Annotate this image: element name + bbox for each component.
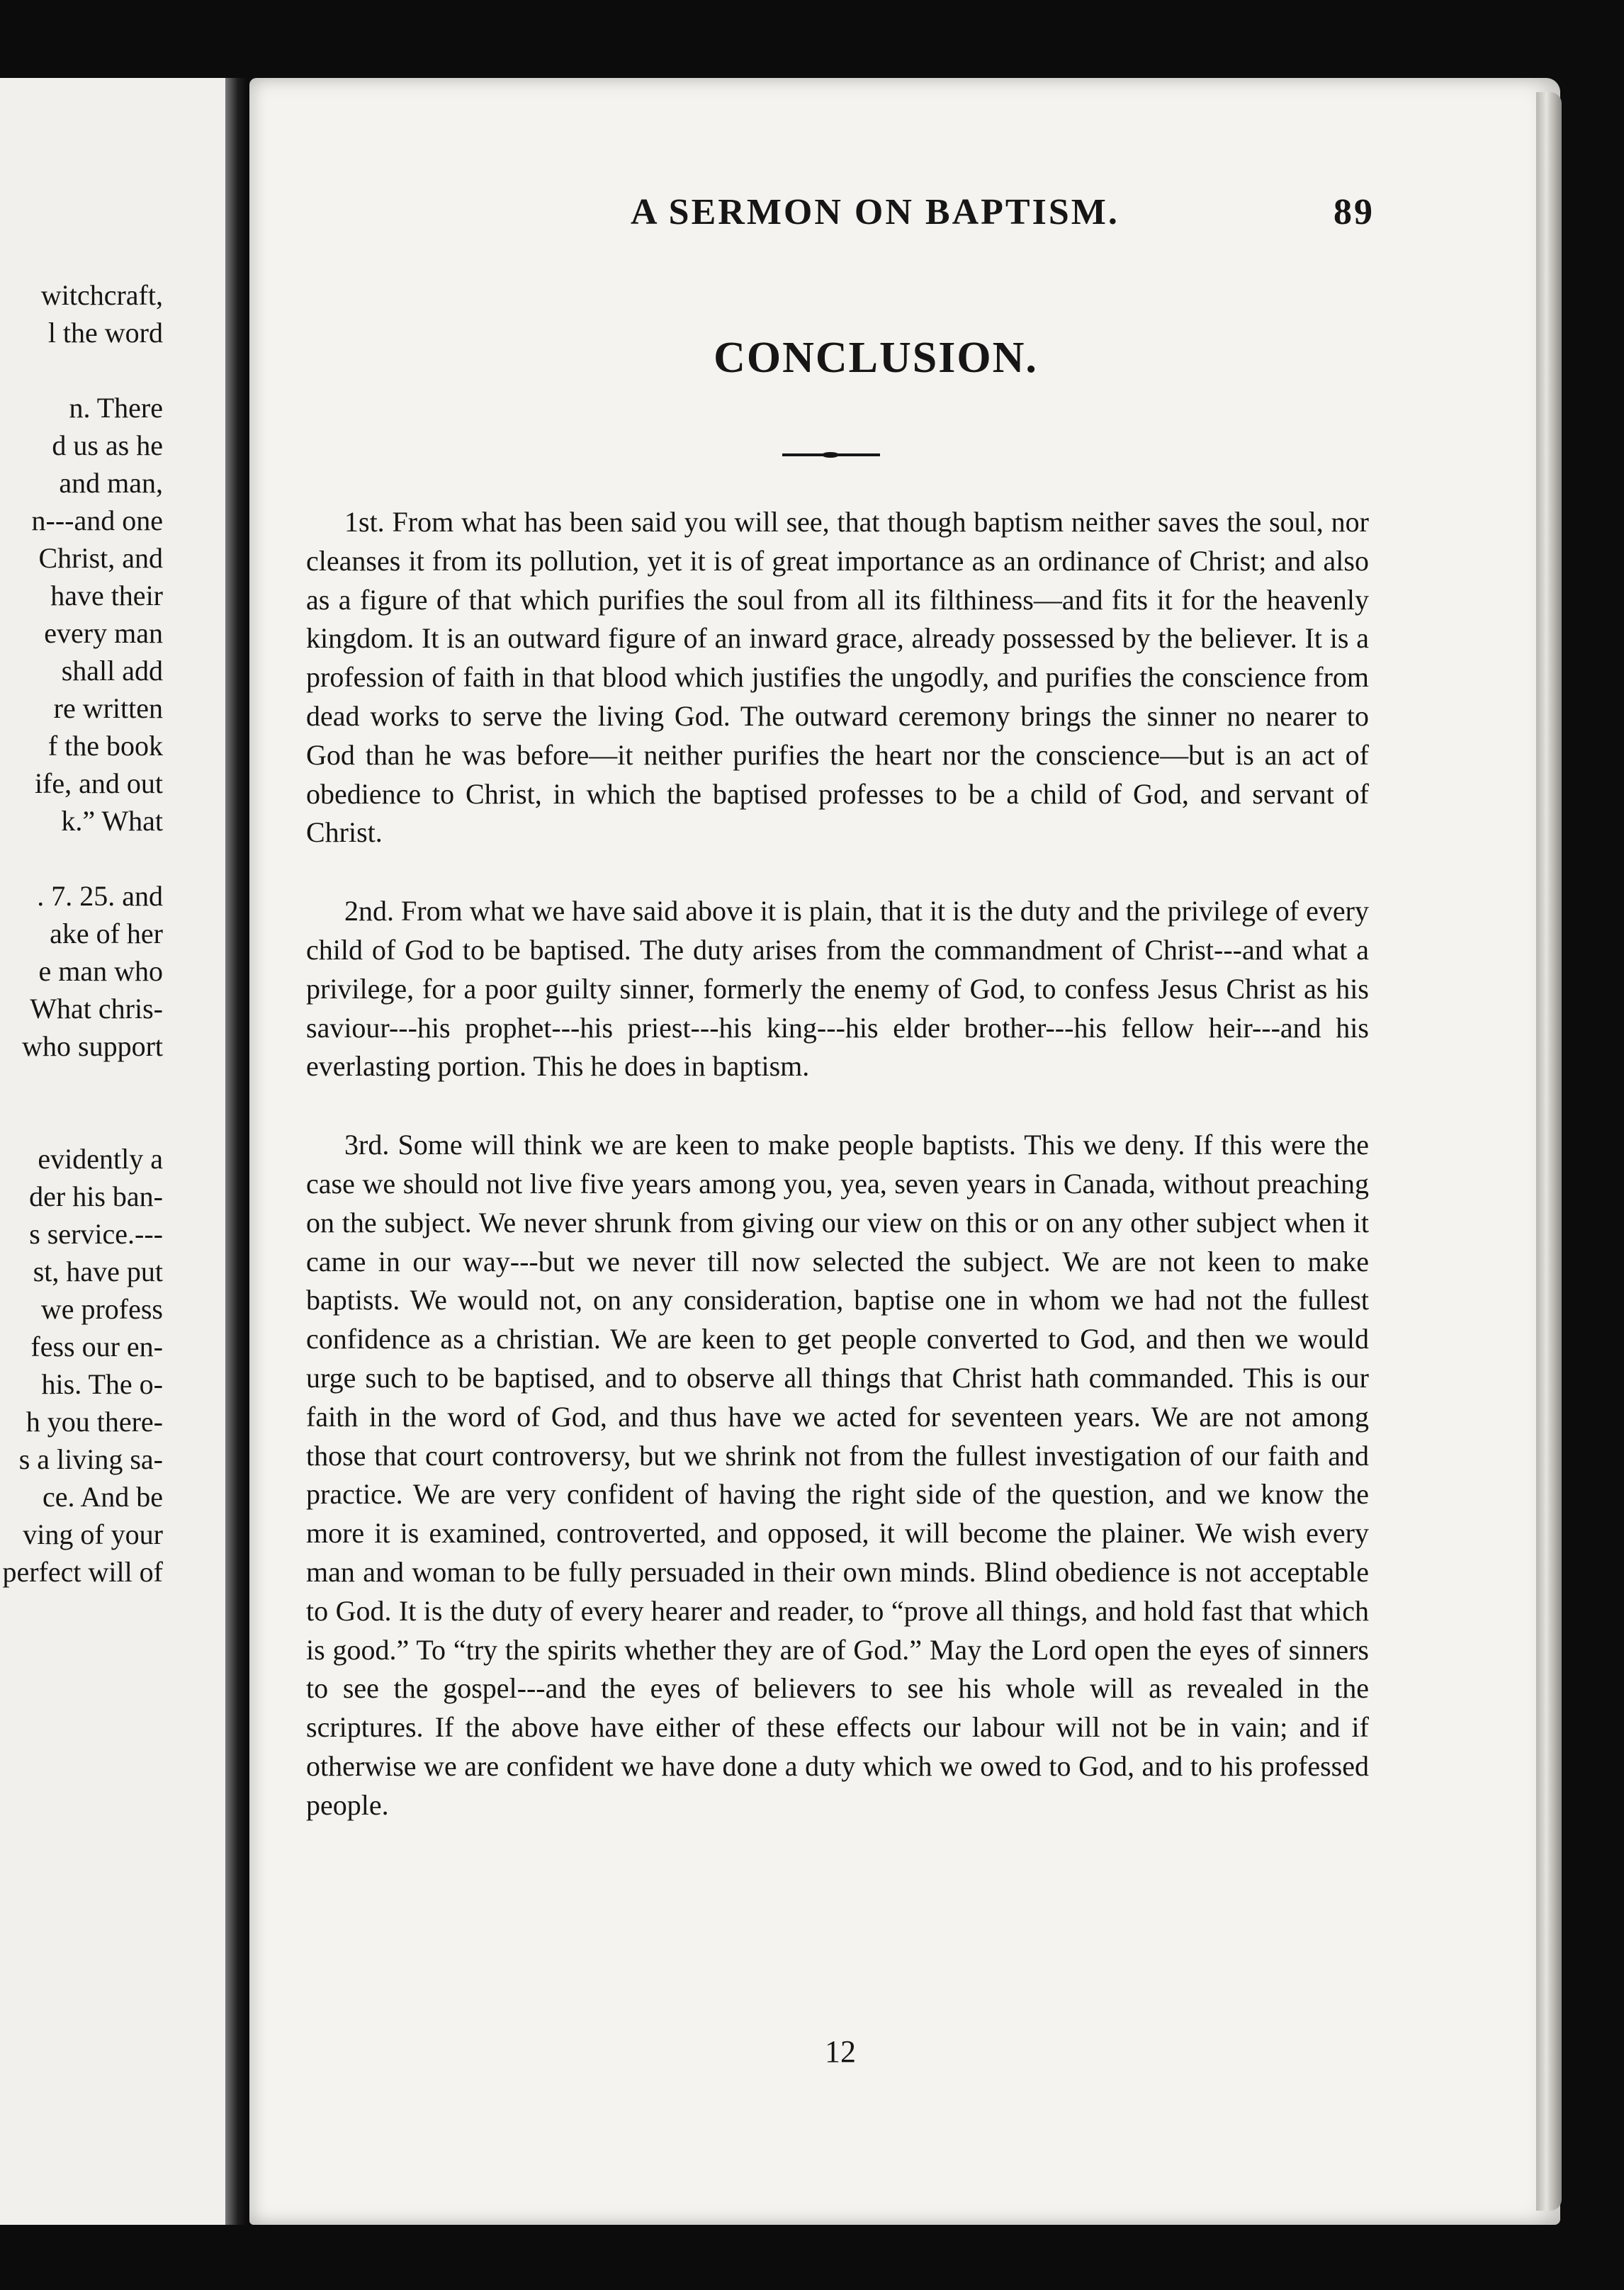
- facing-page-line: every man: [44, 617, 163, 649]
- facing-page-line: n. There: [69, 392, 163, 424]
- facing-page-line: we profess: [40, 1293, 163, 1325]
- facing-page-line: shall add: [61, 655, 163, 687]
- paragraph-1: 1st. From what has been said you will see, that though baptism neither saves the soul, nor cleanses it from its pollution, yet it is of great importance as an ordinance of Christ; and also as a figure of that which purifies the soul from all its filthiness—and fits it for the heavenly kingdom. It is an outward figure of an inward grace, already possessed by the believer. It is a profession of faith in that blood which justifies the ungodly, and purifies the conscience from dead works to serve the living God. The outward ceremony brings the sinner no nearer to God than he was before—it neither purifies the heart nor the conscience—but is an act of obedience to Christ, in which the baptised professes to be a child of God, and servant of Christ.: [306, 506, 1369, 849]
- facing-page-line: . 7. 25. and: [37, 880, 163, 912]
- facing-page-line: st, have put: [33, 1256, 163, 1287]
- facing-page-line: re written: [53, 692, 163, 724]
- facing-page-line: perfect will of: [2, 1556, 163, 1588]
- page-number: 89: [1333, 192, 1375, 232]
- facing-page-line: l the word: [47, 317, 163, 349]
- paragraph-3: 3rd. Some will think we are keen to make people baptists. This we deny. If this were the case we should not live five years among you, yea, seven years in Canada, without preaching on the subject. We never shrunk from giving our view on this or on any other subject when it came in our way---but we never till now selected the subject. We are not keen to make baptists. We would not, on any consideration, baptise one in whom we had not the fullest confidence as a christian. We are keen to get people converted to God, and then we would urge such to be baptised, and to observe all things that Christ hath commanded. This is our faith in the word of God, and thus have we acted for seventeen years. We are not among those that court controversy, but we shrink not from the fullest investigation of our faith and practice. We are very confident of having the right side of the question, and we know the more it is examined, controverted, and opposed, it will become the plainer. We wish every man and woman to be fully persuaded in their own minds. Blind obedience is not acceptable to God. It is the duty of every hearer and reader, to “prove all things, and hold fast that which is good.” To “try the spirits whether they are of God.” May the Lord open the eyes of sinners to see the gospel---and the eyes of believers to see his whole will as revealed in the scriptures. If the above have either of these effects our labour will not be in vain; and if otherwise we are confident we have done a duty which we owed to God, and to his professed people.: [306, 1129, 1369, 1821]
- facing-page-text: [2, 276, 163, 1591]
- facing-page-line: evidently a: [38, 1143, 163, 1175]
- facing-page-line: his. The o-: [41, 1368, 163, 1400]
- page-edge: [1536, 92, 1562, 2211]
- ornament-rule: [782, 452, 880, 458]
- facing-page-line: e man who: [38, 955, 163, 987]
- facing-page-line: ving of your: [23, 1518, 163, 1550]
- facing-page-line: witchcraft,: [40, 279, 163, 311]
- facing-page-line: der his ban-: [29, 1180, 163, 1212]
- facing-page-line: What chris-: [30, 993, 163, 1025]
- facing-page-line: d us as he: [52, 429, 163, 461]
- facing-page-line: Christ, and: [38, 542, 163, 574]
- facing-page-line: fess our en-: [30, 1331, 163, 1363]
- facing-page-line: [2, 1065, 163, 1102]
- facing-page-line: s service.---: [29, 1218, 163, 1250]
- running-head-title: A SERMON ON BAPTISM.: [631, 192, 1120, 232]
- facing-page-line: k.” What: [61, 805, 163, 837]
- facing-page-line: h you there-: [26, 1406, 163, 1438]
- facing-page-line: ake of her: [50, 918, 163, 949]
- facing-page-line: f the book: [47, 730, 163, 762]
- facing-page-left: [0, 78, 225, 2225]
- body-text: [306, 503, 1369, 1825]
- book-gutter: [225, 78, 247, 2225]
- signature-mark: 12: [825, 2034, 856, 2069]
- facing-page-line: [2, 1102, 163, 1140]
- facing-page-line: who support: [22, 1030, 163, 1062]
- paragraph-2: 2nd. From what we have said above it is plain, that it is the duty and the privilege of every child of God to be baptised. The duty arises from the commandment of Christ---and what a privilege, for a poor guilty sinner, formerly the enemy of God, to confess Jesus Christ as his saviour---his prophet---his priest---his king---his elder brother---his fellow heir---and his everlasting portion. This he does in baptism.: [306, 895, 1369, 1083]
- facing-page-line: n---and one: [31, 504, 163, 536]
- facing-page-line: have their: [50, 580, 163, 611]
- facing-page-line: and man,: [59, 467, 163, 499]
- facing-page-line: s a living sa-: [18, 1443, 163, 1475]
- facing-page-line: [2, 840, 163, 877]
- facing-page-line: ce. And be: [43, 1481, 163, 1513]
- section-heading: CONCLUSION.: [714, 334, 1038, 382]
- facing-page-line: ife, and out: [34, 767, 163, 799]
